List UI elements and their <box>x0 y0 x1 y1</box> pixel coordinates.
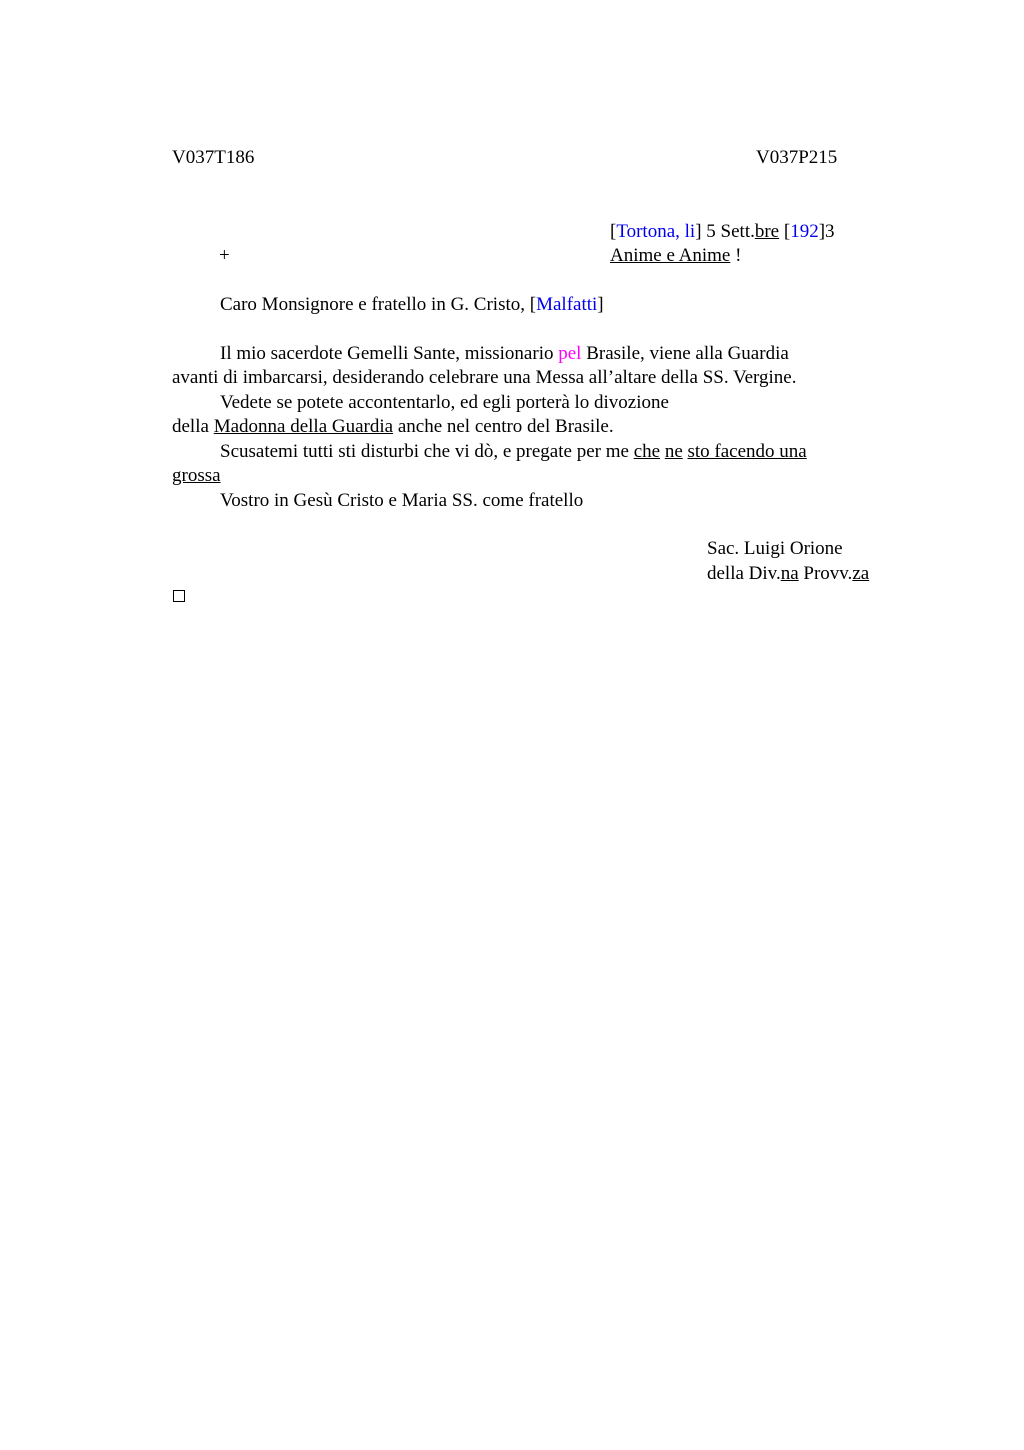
underlined-word: ne <box>664 441 683 462</box>
body-line: avanti di imbarcarsi, desiderando celebrare una Messa all’altare della SS. Vergine. <box>172 367 797 388</box>
text-span: Brasile, viene alla Guardia <box>581 343 789 364</box>
closing-line: Vostro in Gesù Cristo e Maria SS. come fratello <box>220 490 584 511</box>
body-line <box>172 415 614 439</box>
document-code-right: V037P215 <box>756 147 838 168</box>
date-text: 5 Sett. <box>701 221 755 242</box>
underlined-word: grossa <box>172 465 221 486</box>
text-span: della Div. <box>707 563 781 584</box>
place-name: Tortona, li <box>616 221 696 242</box>
body-line <box>220 440 807 464</box>
text-span: della <box>172 416 214 437</box>
motto-bang: ! <box>730 245 742 266</box>
underlined-word: che <box>633 441 661 462</box>
dateline <box>610 220 835 244</box>
underlined-phrase: sto facendo una <box>687 441 807 462</box>
bracket: ] <box>695 221 702 242</box>
bracket: [ <box>779 221 791 242</box>
recipient-name: Malfatti <box>536 294 598 315</box>
body-line <box>220 342 789 366</box>
year-part: 192 <box>790 221 819 242</box>
salutation <box>220 293 604 317</box>
cross-symbol: + <box>219 245 230 266</box>
salutation-text: Caro Monsignore e fratello in G. Cristo, [ <box>220 294 537 315</box>
underlined-phrase: Madonna della Guardia <box>213 416 394 437</box>
date-abbreviation: bre <box>754 221 780 242</box>
signature-title <box>707 562 869 586</box>
body-line: Vedete se potete accontentarlo, ed egli porterà lo divozione <box>220 392 669 413</box>
underlined-abbrev: na <box>780 563 799 584</box>
text-span: anche nel centro del Brasile. <box>393 416 614 437</box>
text-span: Provv. <box>798 563 853 584</box>
document-code-left: V037T186 <box>172 147 255 168</box>
bracket: [ <box>610 221 617 242</box>
underlined-abbrev: za <box>852 563 870 584</box>
text-span: Il mio sacerdote Gemelli Sante, missionario <box>220 343 559 364</box>
motto <box>610 244 741 268</box>
text-span: Scusatemi tutti sti disturbi che vi dò, e pregate per me <box>220 441 634 462</box>
bracket: ] <box>597 294 604 315</box>
motto-text: Anime e Anime <box>610 245 731 266</box>
end-marker-box-icon <box>173 590 185 602</box>
year-end: ]3 <box>818 221 835 242</box>
variant-word: pel <box>558 343 582 364</box>
body-line <box>172 464 221 488</box>
signature-name: Sac. Luigi Orione <box>707 538 843 559</box>
